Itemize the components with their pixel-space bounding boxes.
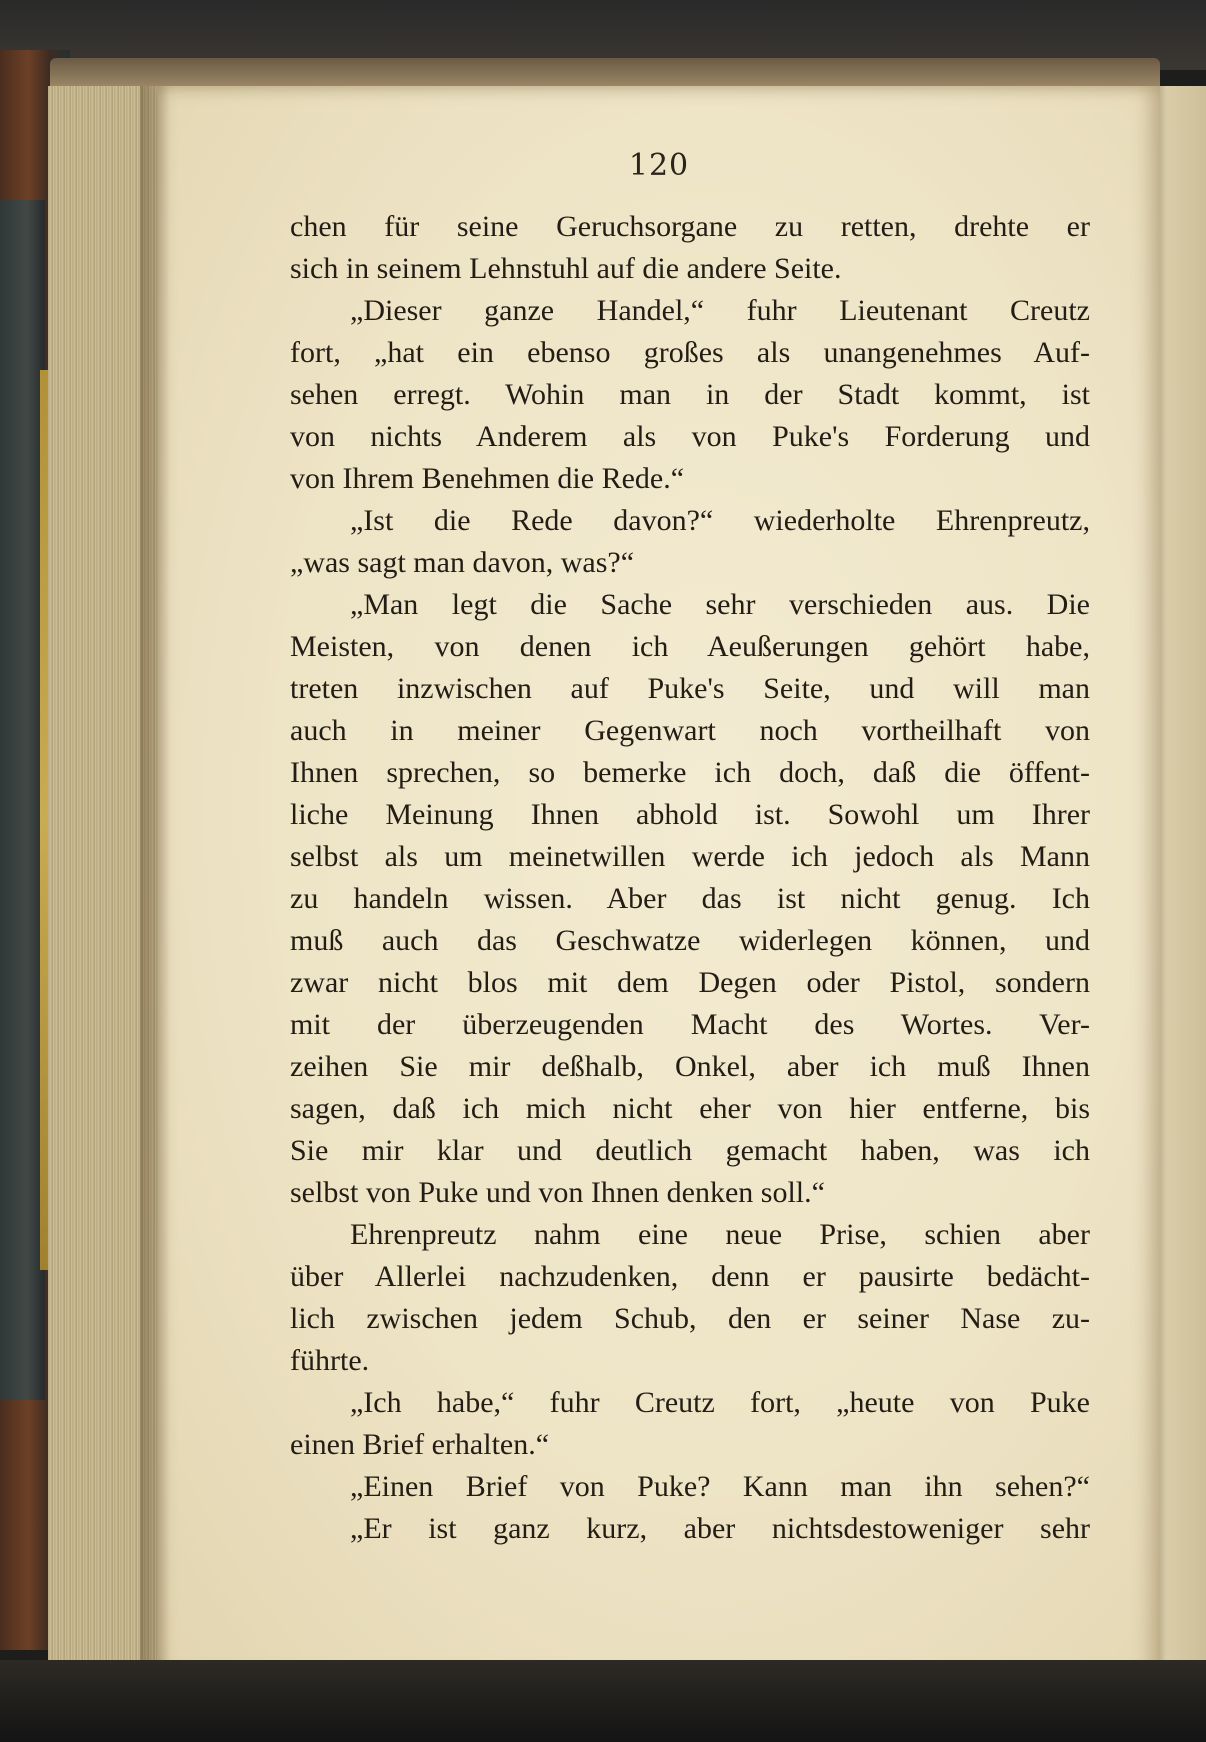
book-cover-edge: [40, 370, 48, 1270]
text-line: auch in meiner Gegenwart noch vortheilhaft von: [290, 714, 1090, 747]
page-shadow: [140, 86, 170, 1676]
text-line: zwar nicht blos mit dem Degen oder Pistol, sondern: [290, 966, 1090, 999]
book-page: [158, 86, 1160, 1676]
text-line: „Er ist ganz kurz, aber nichtsdestoweniger sehr: [350, 1512, 1090, 1545]
text-line: Sie mir klar und deutlich gemacht haben, was ich: [290, 1134, 1090, 1167]
text-line: selbst als um meinetwillen werde ich jedoch als Mann: [290, 840, 1090, 873]
text-line: über Allerlei nachzudenken, denn er pausirte bedächt-: [290, 1260, 1090, 1293]
text-line: chen für seine Geruchsorgane zu retten, drehte er: [290, 210, 1090, 243]
text-line: „Man legt die Sache sehr verschieden aus. Die: [350, 588, 1090, 621]
page-number: 120: [628, 148, 690, 183]
text-line: mit der überzeugenden Macht des Wortes. Ver-: [290, 1008, 1090, 1041]
text-line: „was sagt man davon, was?“: [290, 546, 635, 579]
text-line: liche Meinung Ihnen abhold ist. Sowohl um Ihrer: [290, 798, 1090, 831]
text-line: Ihnen sprechen, so bemerke ich doch, daß die öffent-: [290, 756, 1090, 789]
text-line: einen Brief erhalten.“: [290, 1428, 550, 1461]
text-line: zeihen Sie mir deßhalb, Onkel, aber ich muß Ihnen: [290, 1050, 1090, 1083]
book-headband: [50, 58, 1160, 86]
text-line: „Ich habe,“ fuhr Creutz fort, „heute von Puke: [350, 1386, 1090, 1419]
text-line: selbst von Puke und von Ihnen denken soll.“: [290, 1176, 825, 1209]
text-line: zu handeln wissen. Aber das ist nicht genug. Ich: [290, 882, 1090, 915]
text-line: führte.: [290, 1344, 370, 1377]
text-line: „Ist die Rede davon?“ wiederholte Ehrenpreutz,: [350, 504, 1090, 537]
book-bottom-edge: [0, 1660, 1206, 1742]
text-line: von nichts Anderem als von Puke's Forderung und: [290, 420, 1090, 453]
text-line: „Einen Brief von Puke? Kann man ihn sehen?“: [350, 1470, 1090, 1503]
book-cover-patch: [0, 200, 45, 1400]
text-line: treten inzwischen auf Puke's Seite, und will man: [290, 672, 1090, 705]
text-line: „Dieser ganze Handel,“ fuhr Lieutenant Creutz: [350, 294, 1090, 327]
text-line: Meisten, von denen ich Aeußerungen gehört habe,: [290, 630, 1090, 663]
text-line: Ehrenpreutz nahm eine neue Prise, schien aber: [350, 1218, 1090, 1251]
text-line: fort, „hat ein ebenso großes als unangenehmes Auf-: [290, 336, 1090, 369]
text-line: sagen, daß ich mich nicht eher von hier entferne, bis: [290, 1092, 1090, 1125]
text-line: von Ihrem Benehmen die Rede.“: [290, 462, 685, 495]
text-line: sich in seinem Lehnstuhl auf die andere Seite.: [290, 252, 842, 285]
text-line: muß auch das Geschwatze widerlegen können, und: [290, 924, 1090, 957]
page-text: [290, 206, 1090, 1550]
text-line: lich zwischen jedem Schub, den er seiner Nase zu-: [290, 1302, 1090, 1335]
text-line: sehen erregt. Wohin man in der Stadt kommt, ist: [290, 378, 1090, 411]
